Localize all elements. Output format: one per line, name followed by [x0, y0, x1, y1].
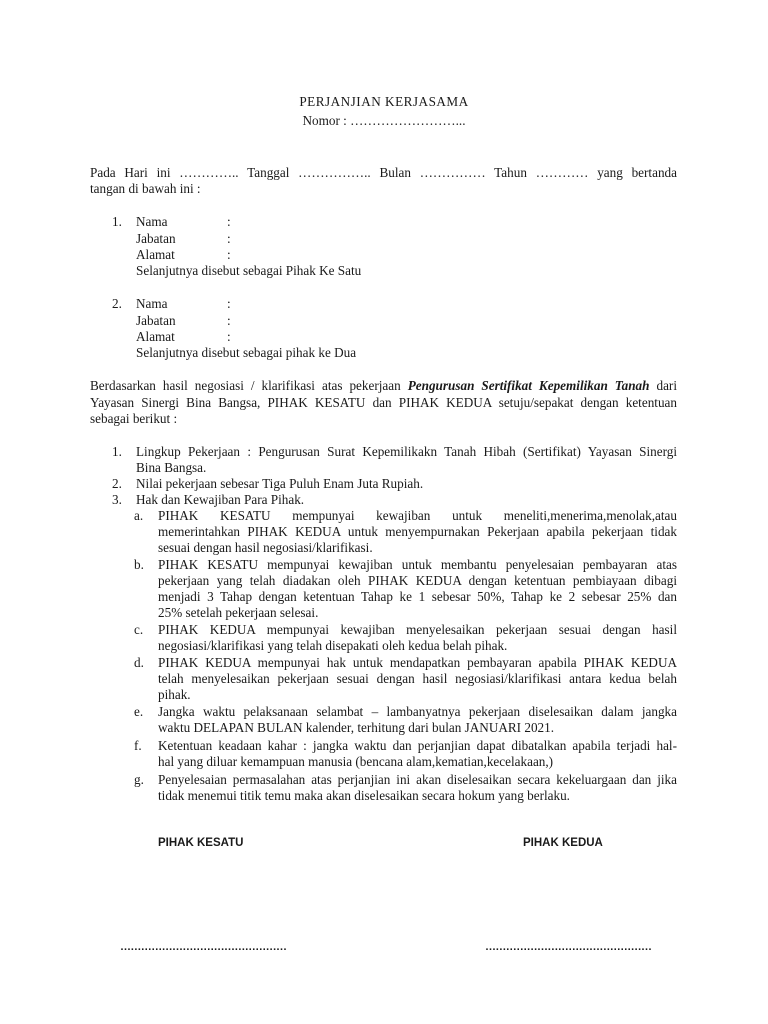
basis-line-2: Yayasan Sinergi Bina Bangsa, PIHAK KESATU dan PIHAK KEDUA setuju/sepakat dengan ketentuan	[90, 395, 677, 410]
signature-label-first-party: PIHAK KESATU	[158, 837, 244, 849]
basis-line-1-pre: Berdasarkan hasil negosiasi / klarifikasi atas pekerjaan	[90, 378, 408, 393]
obligation-a-line-1: PIHAK KESATU mempunyai kewajiban untuk meneliti,menerima,menolak,atau	[158, 508, 677, 523]
party-1-name-label: Nama	[136, 214, 168, 229]
document-number: Nomor : ……………………...	[302, 113, 466, 128]
obligation-g-letter: g.	[134, 772, 144, 787]
signature-line-first-party: …………………………………………	[120, 941, 287, 953]
party-2-position-colon: :	[227, 313, 231, 328]
obligation-e-letter: e.	[134, 704, 144, 719]
opening-line-1: Pada Hari ini ………….. Tanggal …………….. Bulan …………… Tahun ………… yang bertanda	[90, 165, 677, 180]
term-3-line-1: Hak dan Kewajiban Para Pihak.	[136, 492, 305, 507]
party-1-designation: Selanjutnya disebut sebagai Pihak Ke Satu	[136, 263, 362, 278]
party-2-name-colon: :	[227, 296, 231, 311]
obligation-b-line-3: menjadi 3 Tahap dengan ketentuan Tahap ke 1 sebesar 50%, Tahap ke 2 sebesar 25% dan	[158, 589, 677, 604]
party-2-number: 2.	[112, 296, 122, 311]
party-2-address-colon: :	[227, 329, 231, 344]
obligation-g-line-1: Penyelesaian permasalahan atas perjanjian ini akan diselesaikan secara kekeluargaan dan jika	[158, 772, 677, 787]
term-3-number: 3.	[112, 492, 122, 507]
party-1-name-colon: :	[227, 214, 231, 229]
obligation-b-line-2: pekerjaan yang telah diadakan oleh PIHAK KEDUA dengan ketentuan pembiayaan dibagi	[158, 573, 677, 588]
term-2-number: 2.	[112, 476, 122, 491]
obligation-a-line-3: sesuai dengan hasil negosiasi/klarifikasi.	[158, 540, 373, 555]
obligation-f-line-2: hal yang diluar kemampuan manusia (bencana alam,kematian,kecelakaan,)	[158, 754, 554, 769]
party-2-designation: Selanjutnya disebut sebagai pihak ke Dua	[136, 345, 357, 360]
obligation-d-line-1: PIHAK KEDUA mempunyai hak untuk mendapatkan pembayaran apabila PIHAK KEDUA	[158, 655, 677, 670]
term-1-line-1: Lingkup Pekerjaan : Pengurusan Surat Kepemilikakn Tanah Hibah (Sertifikat) Yayasan Sinergi	[136, 444, 677, 459]
basis-line-3: sebagai berikut :	[90, 411, 178, 426]
term-1-line-2: Bina Bangsa.	[136, 460, 207, 475]
obligation-c-letter: c.	[134, 622, 144, 637]
obligation-d-line-3: pihak.	[158, 687, 191, 702]
party-2-position-label: Jabatan	[136, 313, 176, 328]
obligation-b-line-1: PIHAK KESATU mempunyai kewajiban untuk membantu penyelesaian pembayaran atas	[158, 557, 677, 572]
party-1-position-label: Jabatan	[136, 231, 176, 246]
signature-line-second-party: …………………………………………	[485, 941, 652, 953]
party-1-address-label: Alamat	[136, 247, 175, 262]
obligation-e-line-1: Jangka waktu pelaksanaan selambat – lambanyatnya pekerjaan diselesaikan dalam jangka	[158, 704, 677, 719]
obligation-d-line-2: telah menyelesaikan pekerjaan sesuai dengan hasil negosiasi/klarifikasi antara kedua belah	[158, 671, 677, 686]
obligation-c-line-2: negosiasi/klarifikasi yang telah disepakati oleh kedua belah pihak.	[158, 638, 508, 653]
party-2-name-label: Nama	[136, 296, 168, 311]
signature-label-second-party: PIHAK KEDUA	[523, 837, 603, 849]
obligation-b-letter: b.	[134, 557, 144, 572]
obligation-g-line-2: tidak menemui titik temu maka akan diselesaikan secara hokum yang berlaku.	[158, 788, 570, 803]
obligation-a-letter: a.	[134, 508, 144, 523]
obligation-d-letter: d.	[134, 655, 144, 670]
party-2-address-label: Alamat	[136, 329, 175, 344]
obligation-c-line-1: PIHAK KEDUA mempunyai kewajiban menyelesaikan pekerjaan sesuai dengan hasil	[158, 622, 677, 637]
basis-line-1-post: dari	[649, 378, 677, 393]
basis-line-1	[90, 378, 677, 394]
document-title: PERJANJIAN KERJASAMA	[299, 94, 469, 109]
work-title-emphasis: Pengurusan Sertifikat Kepemilikan Tanah	[407, 378, 650, 393]
obligation-b-line-4: 25% setelah pekerjaan selesai.	[158, 605, 319, 620]
obligation-a-line-2: memerintahkan PIHAK KEDUA untuk menyempurnakan Pekerjaan apabila pekerjaan tidak	[158, 524, 677, 539]
term-1-number: 1.	[112, 444, 122, 459]
party-1-address-colon: :	[227, 247, 231, 262]
party-1-position-colon: :	[227, 231, 231, 246]
term-2-line-1: Nilai pekerjaan sebesar Tiga Puluh Enam Juta Rupiah.	[136, 476, 424, 491]
opening-line-2: tangan di bawah ini :	[90, 181, 201, 196]
obligation-f-line-1: Ketentuan keadaan kahar : jangka waktu dan perjanjian dapat dibatalkan apabila terjadi hal-	[158, 738, 677, 753]
obligation-f-letter: f.	[134, 738, 142, 753]
party-1-number: 1.	[112, 214, 122, 229]
obligation-e-line-2: waktu DELAPAN BULAN kalender, terhitung dari bulan JANUARI 2021.	[158, 720, 555, 735]
